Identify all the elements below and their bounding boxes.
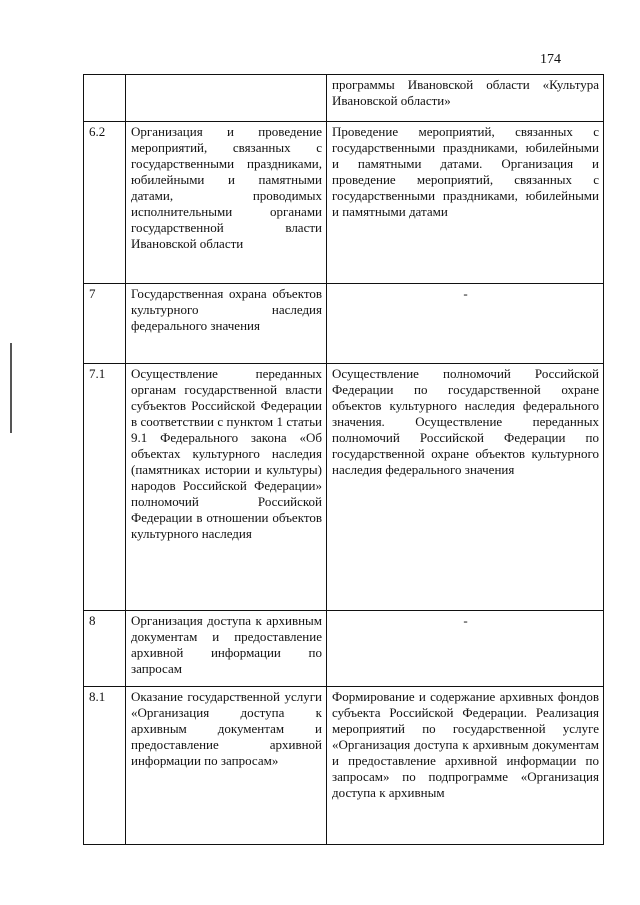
row-name: Оказание государственной услуги «Организация доступа к архивным документам и предоставление архивной информации по запросам» — [126, 687, 327, 845]
row-name — [126, 75, 327, 122]
row-number: 8 — [84, 611, 126, 687]
row-number: 6.2 — [84, 122, 126, 284]
row-number — [84, 75, 126, 122]
row-description: программы Ивановской области «Культура Ивановской области» — [327, 75, 604, 122]
row-name: Организация и проведение мероприятий, связанных с государственными праздниками, юбилейными и памятными датами, проводимых исполнительными органами государственной власти Ивановской области — [126, 122, 327, 284]
margin-mark — [10, 343, 12, 433]
row-name: Организация доступа к архивным документам и предоставление архивной информации по запросам — [126, 611, 327, 687]
row-name: Осуществление переданных органам государственной власти субъектов Российской Федерации в соответствии с пунктом 1 статьи 9.1 Федерального закона «Об объектах культурного наследия (памятниках истории и культуры) народов Российской Федерации» полномочий Российской Федерации в отношении объектов культурного наследия — [126, 364, 327, 611]
table-row — [84, 122, 604, 284]
row-number: 8.1 — [84, 687, 126, 845]
row-number: 7 — [84, 284, 126, 364]
page-number: 174 — [540, 52, 561, 67]
table-row — [84, 284, 604, 364]
row-description: - — [327, 611, 604, 687]
row-description: Осуществление полномочий Российской Федерации по государственной охране объектов культурного наследия федерального значения. Осуществление переданных полномочий Российской Федерации по государственной охране объектов культурного наследия федерального значения — [327, 364, 604, 611]
row-description: - — [327, 284, 604, 364]
row-description: Формирование и содержание архивных фондов субъекта Российской Федерации. Реализация мероприятий по государственной услуге «Организация доступа к архивным документам и предоставление архивной информации по запросам» по подпрограмме «Организация доступа к архивным — [327, 687, 604, 845]
row-description: Проведение мероприятий, связанных с государственными праздниками, юбилейными и памятными датами. Организация и проведение мероприятий, связанных с государственными праздниками, юбилейными и памятными датами — [327, 122, 604, 284]
table-row — [84, 687, 604, 845]
row-number: 7.1 — [84, 364, 126, 611]
document-table — [83, 74, 604, 845]
table-row — [84, 75, 604, 122]
row-name: Государственная охрана объектов культурного наследия федерального значения — [126, 284, 327, 364]
table-row — [84, 364, 604, 611]
table-row — [84, 611, 604, 687]
